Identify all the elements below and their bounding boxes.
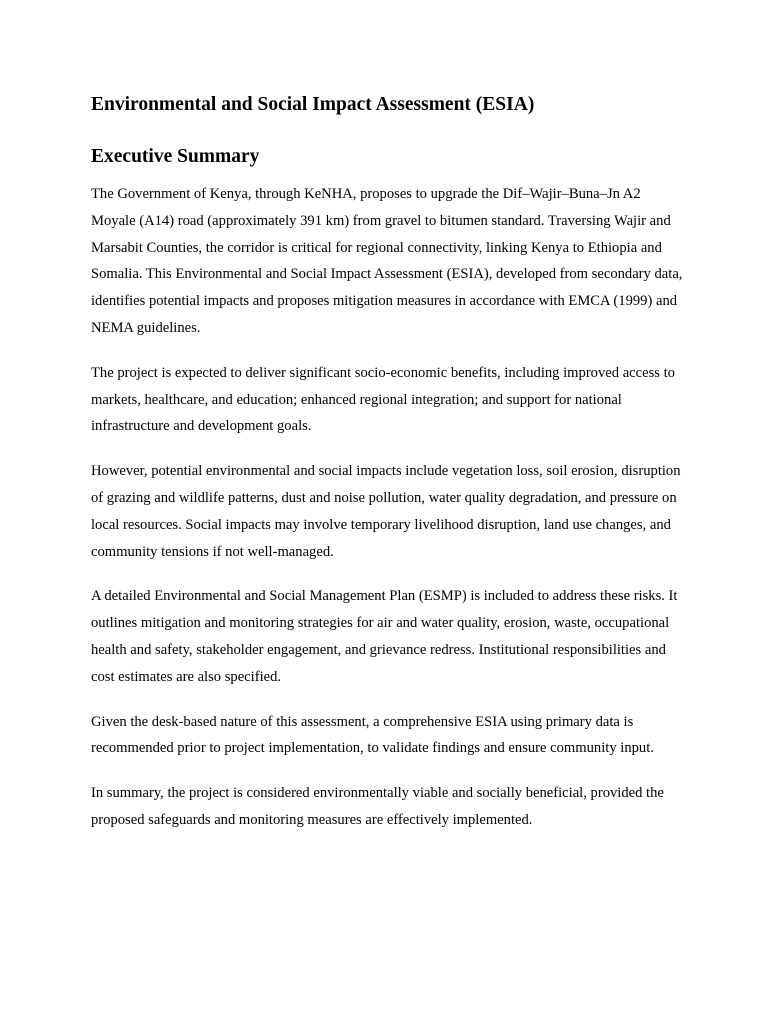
section-heading-executive-summary: Executive Summary — [91, 146, 260, 167]
paragraph-recommendation: Given the desk-based nature of this assessment, a comprehensive ESIA using primary data is recommended prior to project implementation, to validate findings and ensure community input. — [91, 713, 654, 757]
paragraph-summary: In summary, the project is considered environmentally viable and socially beneficial, provided the proposed safeguards and monitoring measures are effectively implemented. — [91, 785, 664, 828]
paragraph-project-overview: The Government of Kenya, through KeNHA, proposes to upgrade the Dif–Wajir–Buna–Jn A2 Moyale (A14) road (approximately 391 km) from gravel to bitumen standard. Traversing Wajir and Marsabit Counties, the corridor is critical for regional connectivity, linking Kenya to Ethiopia and Somalia. This Environmental and Social Impact Assessment (ESIA), developed from secondary data, identifies potential impacts and proposes mitigation measures in accordance with EMCA (1999) and NEMA guidelines. — [91, 186, 683, 336]
paragraph-benefits: The project is expected to deliver significant socio-economic benefits, including improved access to markets, healthcare, and education; enhanced regional integration; and support for national infrastructure and development goals. — [91, 364, 675, 435]
paragraph-impacts: However, potential environmental and social impacts include vegetation loss, soil erosion, disruption of grazing and wildlife patterns, dust and noise pollution, water quality degradation, and pressure on local resources. Social impacts may involve temporary livelihood disruption, land use changes, and community tensions if not well-managed. — [91, 463, 681, 560]
document-page — [91, 92, 687, 834]
paragraph-esmp: A detailed Environmental and Social Management Plan (ESMP) is included to address these risks. It outlines mitigation and monitoring strategies for air and water quality, erosion, waste, occupational health and safety, stakeholder engagement, and grievance redress. Institutional responsibilities and cost estimates are also specified. — [91, 588, 678, 685]
document-title: Environmental and Social Impact Assessment (ESIA) — [91, 94, 535, 115]
